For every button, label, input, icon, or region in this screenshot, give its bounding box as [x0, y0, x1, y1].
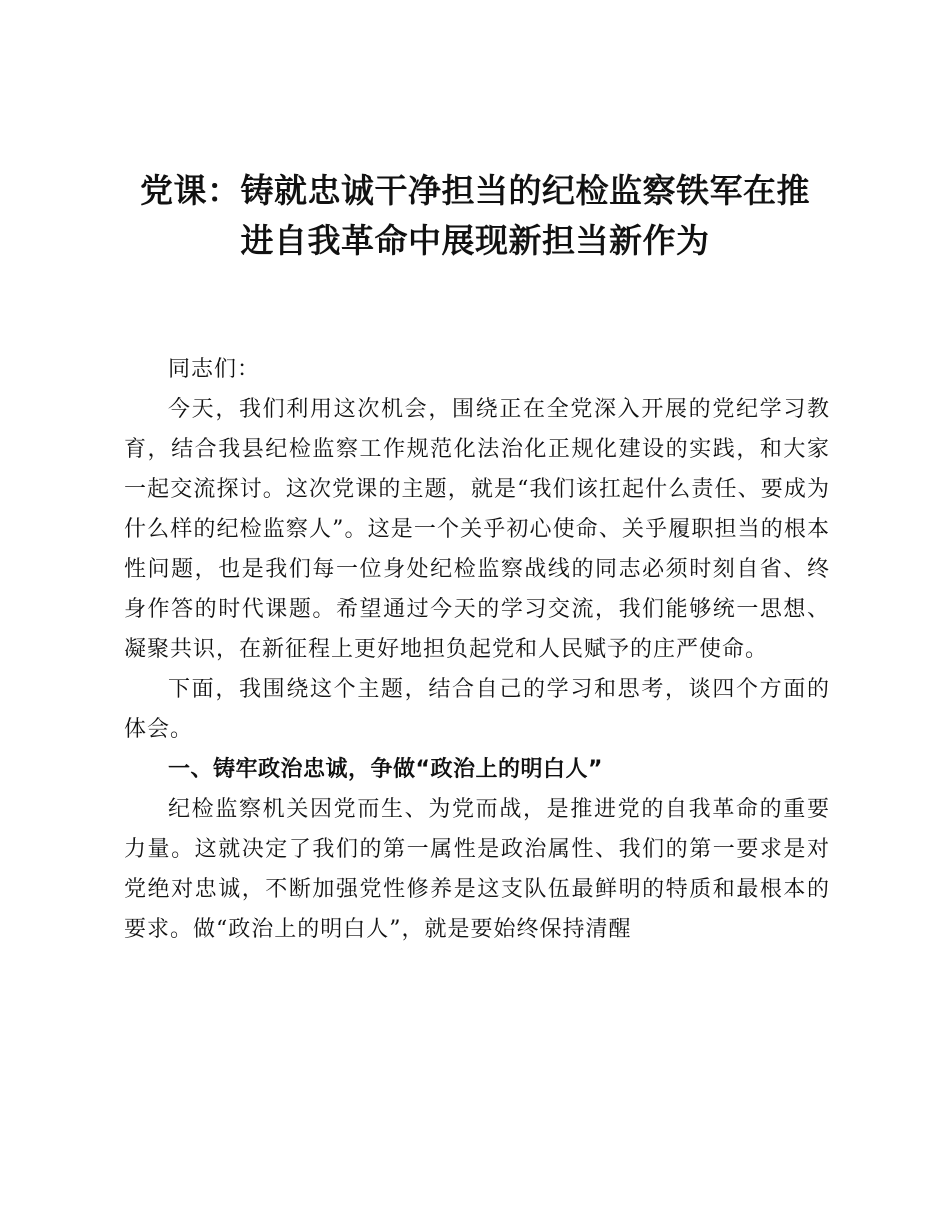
salutation: 同志们： [168, 357, 261, 382]
document-title-line-2: 进自我革命中展现新担当新作为 [240, 221, 710, 260]
document-title [120, 166, 830, 266]
paragraph-section-1: 纪检监察机关因党而生、为党而战，是推进党的自我革命的重要力量。这就决定了我们的第一属性是政治属性、我们的第一要求是对党绝对忠诚，不断加强党性修养是这支队伍最鲜明的特质和最根本的要求。做“政治上的明白人”，就是要始终保持清醒 [124, 797, 830, 942]
document-body [124, 350, 830, 950]
paragraph-intro: 今天，我们利用这次机会，围绕正在全党深入开展的党纪学习教育，结合我县纪检监察工作规范化法治化正规化建设的实践，和大家一起交流探讨。这次党课的主题，就是“我们该扛起什么责任、要成为什么样的纪检监察人”。这是一个关乎初心使命、关乎履职担当的根本性问题，也是我们每一位身处纪检监察战线的同志必须时刻自省、终身作答的时代课题。希望通过今天的学习交流，我们能够统一思想、凝聚共识，在新征程上更好地担负起党和人民赋予的庄严使命。 [124, 397, 830, 662]
document-title-line-1: 党课：铸就忠诚干净担当的纪检监察铁军在推 [140, 171, 810, 210]
paragraph-outline: 下面，我围绕这个主题，结合自己的学习和思考，谈四个方面的体会。 [124, 677, 830, 742]
section-heading-1: 一、铸牢政治忠诚，争做“政治上的明白人” [168, 757, 603, 782]
